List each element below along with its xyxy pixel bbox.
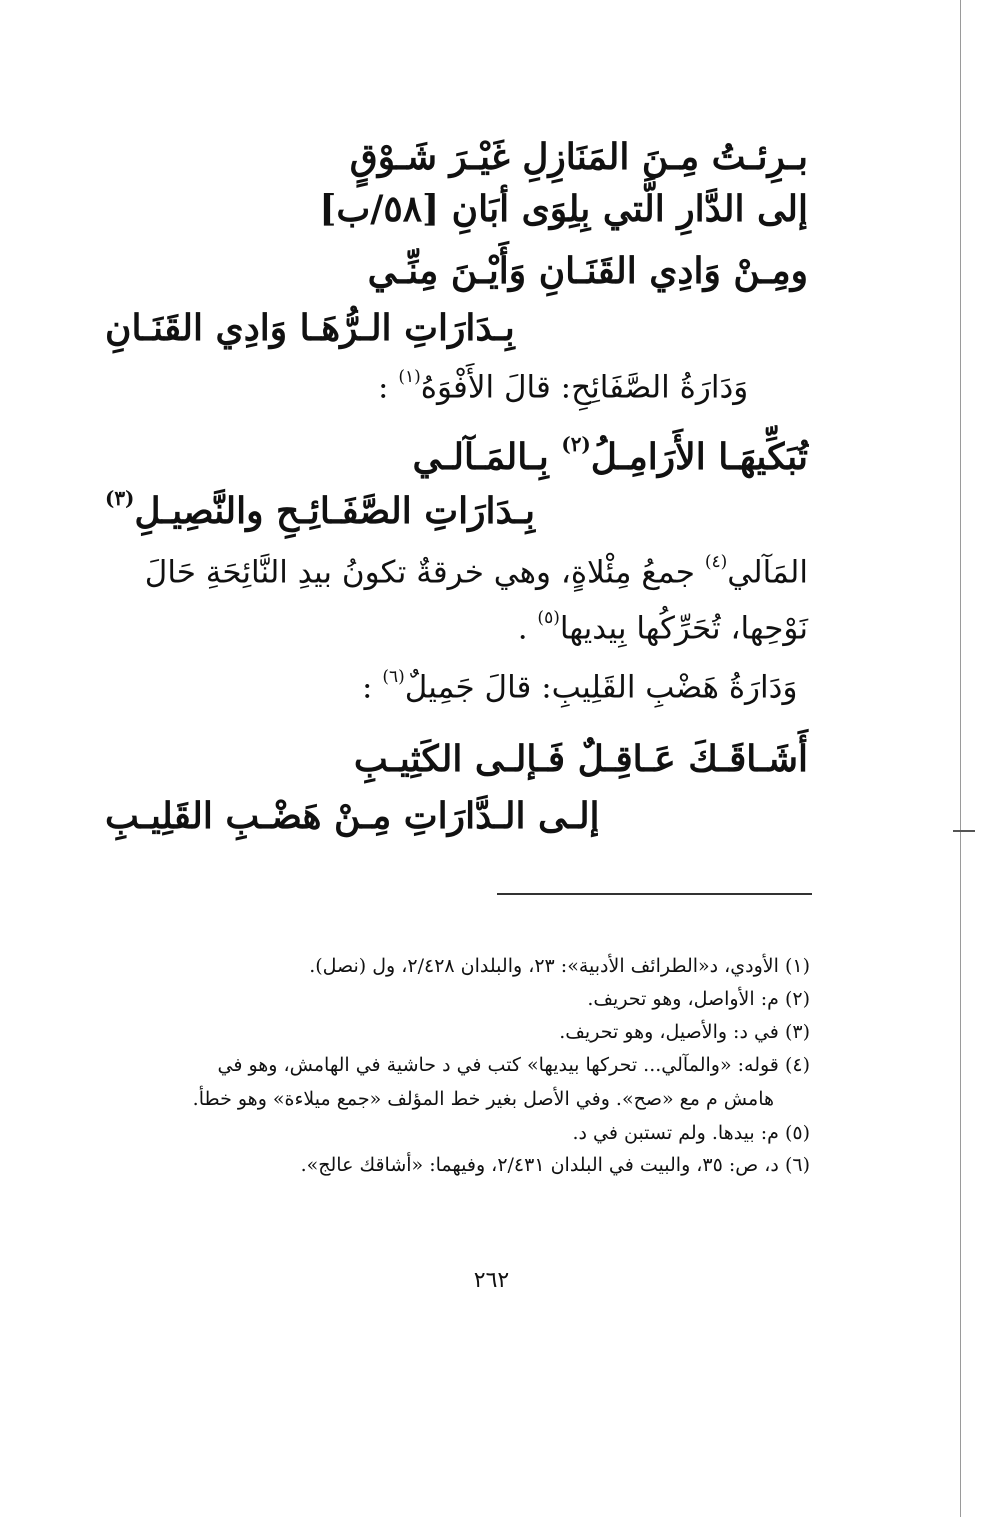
footnote-text: م: بيدها. ولم تستبن في د. — [572, 1122, 779, 1144]
footnote-5 — [572, 1122, 810, 1146]
folio-reference: [٥٨/ب] — [319, 188, 440, 230]
footnote-number: (٣) — [784, 1021, 810, 1043]
footnote-6 — [301, 1154, 810, 1178]
prose-line-1-text: جمعُ مِئْلاةٍ، وهي خرقةٌ تكونُ بيدِ النَّائِحَةِ حَالَ — [144, 554, 705, 591]
verse2-line-1-part-a: تُبَكِّيهَـا الأَرَامِـلُ — [590, 435, 808, 478]
section-heading-hadb — [362, 667, 797, 707]
footnote-number: (٦) — [784, 1154, 810, 1176]
verse2-line-2-text: بِـدَارَاتِ الصَّفَـائِـحِ والنَّصِيـلِ — [134, 489, 536, 532]
footnote-separator — [497, 893, 812, 895]
footnote-ref-6: (٦) — [382, 667, 405, 687]
footnote-4 — [105, 1054, 810, 1078]
verse-line-2 — [319, 188, 808, 231]
verse2-line-2 — [105, 487, 535, 533]
footnote-3 — [559, 1021, 810, 1045]
footnote-text: قوله: «والمآلي... تحركها بيديها» كتب في د حاشية في الهامش، وهو في — [217, 1054, 779, 1076]
footnote-ref-5: (٥) — [537, 608, 560, 628]
footnote-ref-2: (٢) — [561, 432, 591, 456]
heading-colon: : — [378, 369, 399, 406]
footnote-1 — [309, 955, 810, 979]
verse3-line-1: أَشَـاقَـكَ عَـاقِـلٌ فَـإلـى الكَثِيـبِ — [353, 738, 808, 780]
footnote-text: م: الأواصل، وهو تحريف. — [587, 988, 779, 1010]
prose-line-2-text: نَوْحِها، تُحَرِّكُها بِيديها — [559, 610, 808, 647]
footnote-ref-4: (٤) — [704, 552, 728, 572]
verse2-line-1-part-b: بِـالمَـآلـي — [412, 435, 562, 478]
verse-line-2-text: إلى الدَّارِ الَّتي بِلِوَى أبَانِ — [451, 188, 808, 230]
prose-line-2-end: . — [517, 610, 538, 647]
prose-line-2 — [518, 608, 808, 648]
section-heading-safaih — [378, 367, 748, 407]
footnote-2 — [587, 988, 810, 1012]
footnote-number: (١) — [784, 955, 810, 977]
verse-line-3: ومِـنْ وَادِي القَنَـانِ وَأَيْـنَ مِنِّـي — [367, 250, 808, 292]
footnote-text: د، ص: ٣٥، والبيت في البلدان ٢/٤٣١، وفيهما: «أشاقك عالج». — [300, 1154, 779, 1176]
footnote-text: في د: والأصيل، وهو تحريف. — [559, 1021, 779, 1043]
heading-colon: : — [362, 669, 383, 706]
verse2-line-1 — [412, 433, 808, 479]
footnote-number: (٥) — [784, 1122, 810, 1144]
footnote-ref-1: (١) — [398, 367, 421, 387]
heading-text: وَدَارَةُ الصَّفَائِحِ: قالَ الأَفْوَهُ — [420, 369, 749, 406]
footnote-ref-3: (٣) — [105, 486, 135, 510]
prose-line-1-lemma: المَآلي — [727, 554, 808, 591]
page-number: ٢٦٢ — [473, 1268, 510, 1293]
scan-edge-tick — [953, 830, 975, 832]
verse-line-1: بـرِئـتُ مِـنَ المَنَازِلِ غَيْـرَ شَـوْقٍ — [349, 136, 808, 178]
verse3-line-2: إلـى الـدَّارَاتِ مِـنْ هَضْـبِ القَلِيـبِ — [105, 795, 600, 837]
heading-text: وَدَارَةُ هَضْبِ القَلِيبِ: قالَ جَمِيلٌ — [404, 669, 798, 706]
footnote-4-continuation: هامش م مع «صح». وفي الأصل بغير خط المؤلف «جمع ميلاءة» وهو خطأ. — [192, 1088, 774, 1110]
prose-line-1 — [105, 552, 808, 592]
footnote-number: (٤) — [784, 1054, 810, 1076]
footnote-text: الأودي، د«الطرائف الأدبية»: ٢٣، والبلدان ٢/٤٢٨، ول (نصل). — [309, 955, 779, 977]
verse-line-4: بِـدَارَاتِ الـرُّهَـا وَادِي القَنَـانِ — [105, 307, 515, 349]
footnote-number: (٢) — [784, 988, 810, 1010]
